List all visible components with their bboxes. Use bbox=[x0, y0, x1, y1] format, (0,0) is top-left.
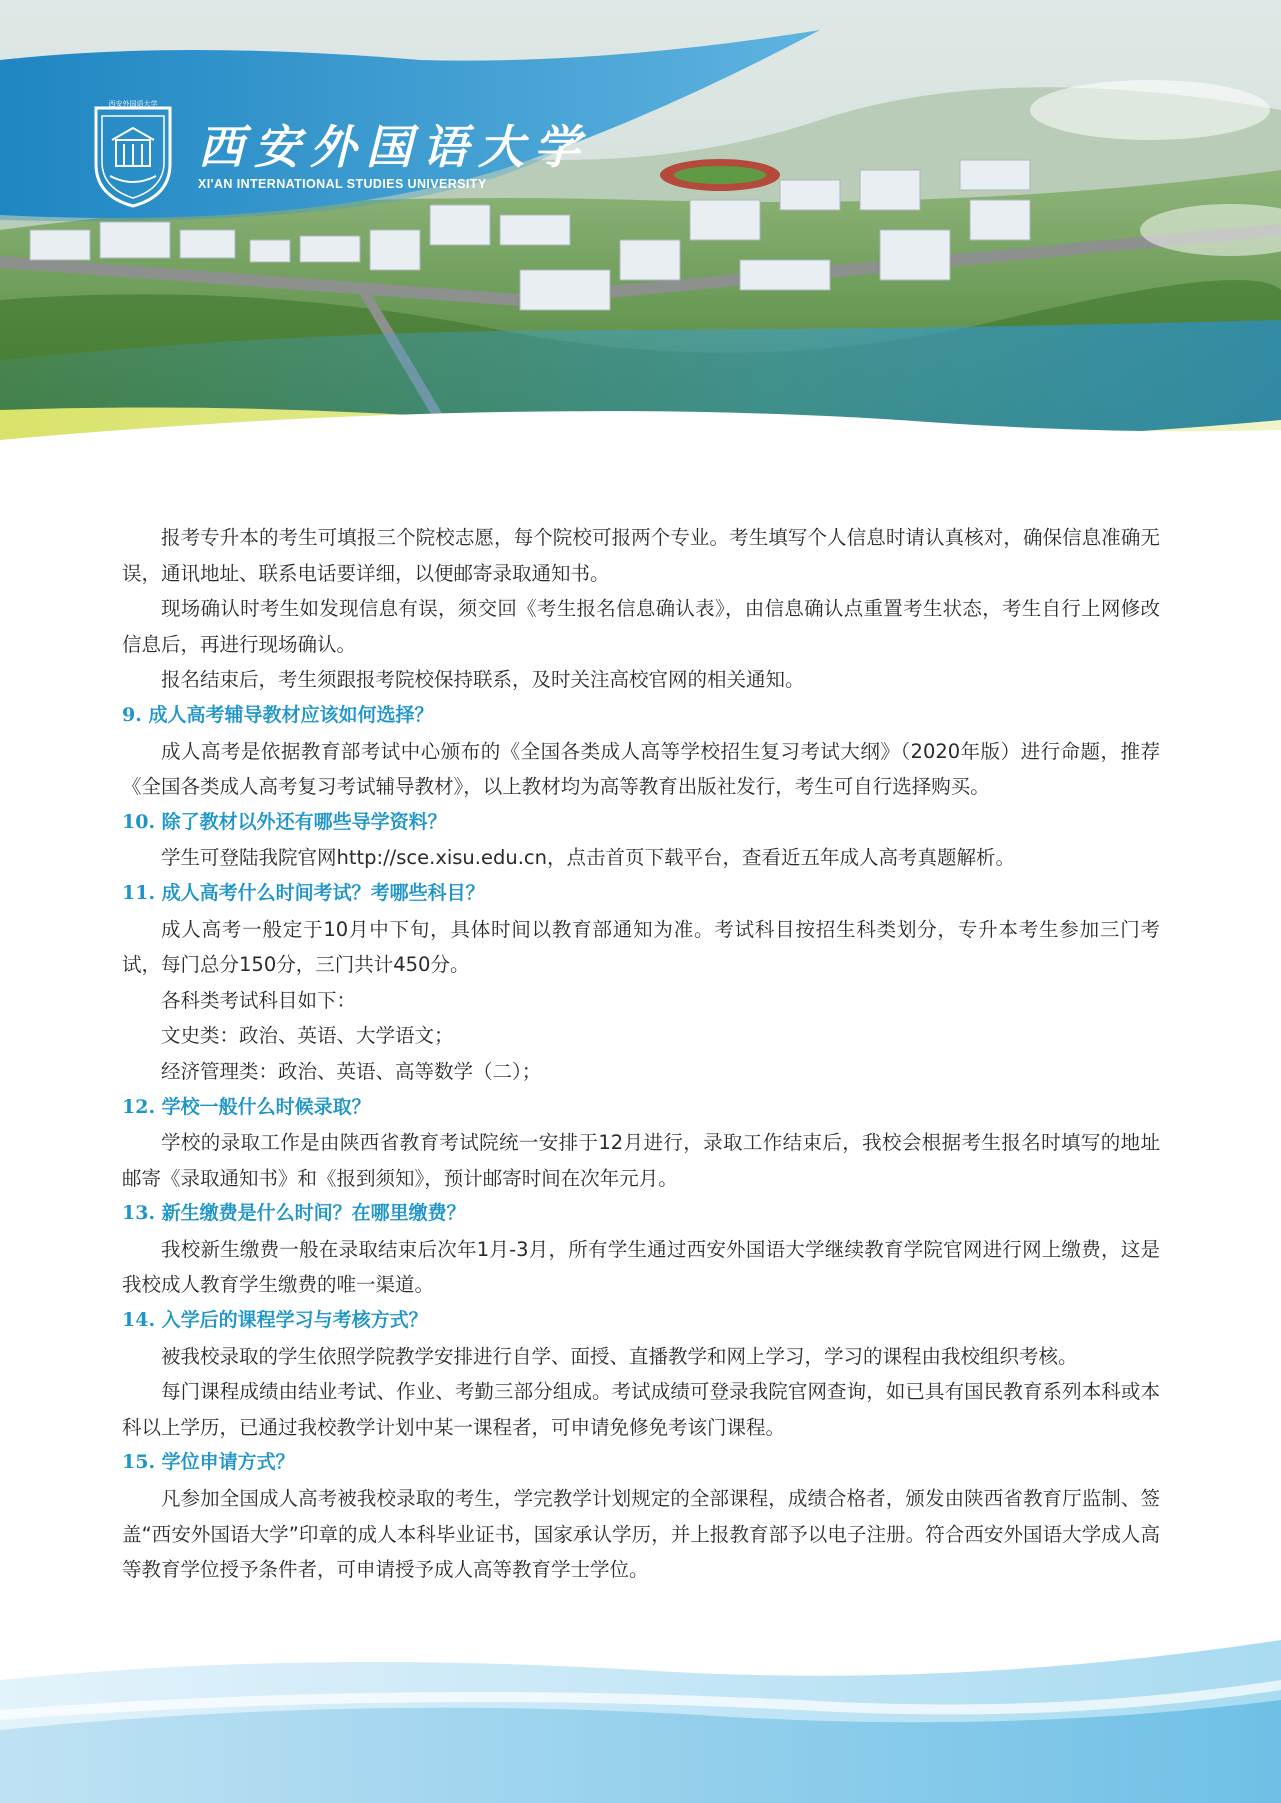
faq-answer: 成人高考一般定于10月中下旬，具体时间以教育部通知为准。考试科目按招生科类划分，专升本考生参加三门考试，每门总分150分，三门共计450分。 bbox=[122, 917, 1160, 977]
intro-paragraph: 现场确认时考生如发现信息有误，须交回《考生报名信息确认表》，由信息确认点重置考生状态，考生自行上网修改信息后，再进行现场确认。 bbox=[122, 597, 1160, 656]
faq-answer: 学校的录取工作是由陕西省教育考试院统一安排于12月进行，录取工作结束后，我校会根据考生报名时填写的地址邮寄《录取通知书》和《报到须知》，预计邮寄时间在次年元月。 bbox=[122, 1131, 1160, 1190]
faq-heading-10: 10. 除了教材以外还有哪些导学资料？ bbox=[122, 810, 447, 833]
header-banner bbox=[0, 0, 1281, 470]
faq-content bbox=[122, 520, 1160, 1588]
faq-heading-13: 13. 新生缴费是什么时间？在哪里缴费？ bbox=[122, 1202, 466, 1225]
faq-answer: 每门课程成绩由结业考试、作业、考勤三部分组成。考试成绩可登录我院官网查询，如已具有国民教育系列本科或本科以上学历，已通过我校教学计划中某一课程者，可申请免修免考该门课程。 bbox=[122, 1380, 1160, 1439]
faq-heading-12: 12. 学校一般什么时候录取？ bbox=[122, 1095, 371, 1118]
university-crest-icon bbox=[92, 100, 174, 210]
faq-heading-14: 14. 入学后的课程学习与考核方式？ bbox=[122, 1309, 428, 1332]
faq-answer: 学生可登陆我院官网http://sce.xisu.edu.cn，点击首页下载平台，查看近五年成人高考真题解析。 bbox=[161, 846, 1016, 870]
faq-answer: 文史类：政治、英语、大学语文； bbox=[161, 1024, 454, 1048]
faq-answer: 成人高考是依据教育部考试中心颁布的《全国各类成人高等学校招生复习考试大纲》（2020年版）进行命题，推荐《全国各类成人高考复习考试辅导教材》，以上教材均为高等教育出版社发行，考生可自行选择购买。 bbox=[122, 739, 1160, 799]
faq-heading-15: 15. 学位申请方式？ bbox=[122, 1451, 295, 1474]
crest-text: 西安外国语大学 bbox=[108, 100, 158, 108]
footer-wave-decoration bbox=[0, 1640, 1281, 1803]
university-logo bbox=[92, 100, 590, 210]
faq-answer: 经济管理类：政治、英语、高等数学（二）； bbox=[161, 1059, 542, 1083]
faq-answer: 各科类考试科目如下： bbox=[161, 988, 357, 1012]
campus-aerial-illustration bbox=[0, 0, 1281, 470]
faq-answer: 被我校录取的学生依照学院教学安排进行自学、面授、直播教学和网上学习，学习的课程由我校组织考核。 bbox=[161, 1344, 1078, 1368]
school-name-en: XI'AN INTERNATIONAL STUDIES UNIVERSITY bbox=[198, 177, 487, 191]
faq-answer: 我校新生缴费一般在录取结束后次年1月-3月，所有学生通过西安外国语大学继续教育学院官网进行网上缴费，这是我校成人教育学生缴费的唯一渠道。 bbox=[122, 1237, 1160, 1297]
intro-paragraph: 报名结束后，考生须跟报考院校保持联系，及时关注高校官网的相关通知。 bbox=[161, 668, 805, 692]
faq-heading-9: 9. 成人高考辅导教材应该如何选择？ bbox=[122, 703, 434, 726]
intro-paragraph: 报考专升本的考生可填报三个院校志愿，每个院校可报两个专业。考生填写个人信息时请认真核对，确保信息准确无误，通讯地址、联系电话要详细，以便邮寄录取通知书。 bbox=[122, 526, 1160, 585]
faq-answer: 凡参加全国成人高考被我校录取的考生，学完教学计划规定的全部课程，成绩合格者，颁发由陕西省教育厅监制、签盖“西安外国语大学”印章的成人本科毕业证书，国家承认学历，并上报教育部予以电子注册。符合西安外国语大学成人高等教育学位授予条件者，可申请授予成人高等教育学士学位。 bbox=[122, 1487, 1160, 1582]
school-name-cn: 西安外国语大学 bbox=[198, 120, 590, 174]
faq-heading-11: 11. 成人高考什么时间考试？考哪些科目？ bbox=[122, 881, 485, 904]
